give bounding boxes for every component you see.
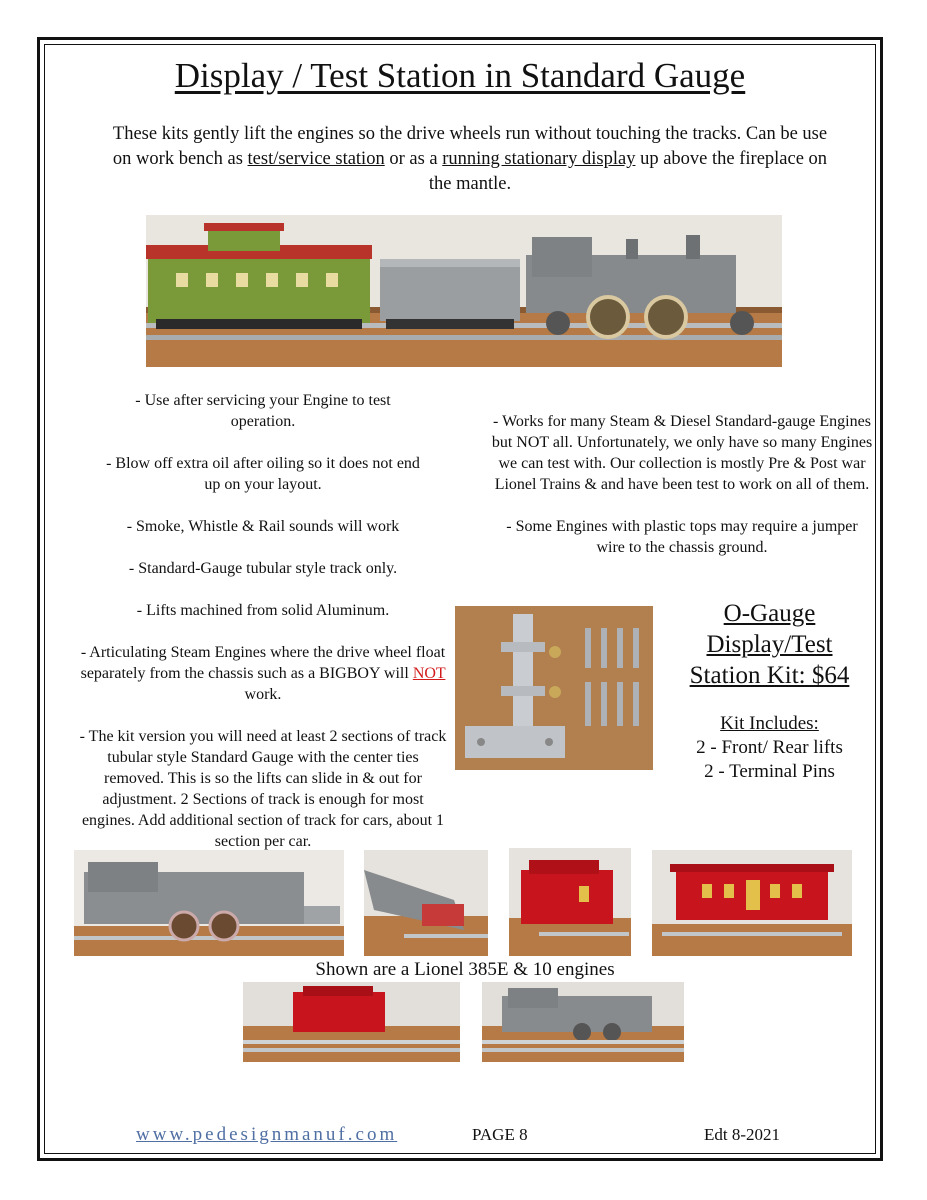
- kit-parts-photo: [455, 606, 653, 770]
- page-number: PAGE 8: [472, 1125, 528, 1144]
- running-display-text: running stationary display: [442, 149, 636, 169]
- bullet-track-type: - Standard-Gauge tubular style track only.: [128, 560, 398, 577]
- kit-include-lifts: 2 - Front/ Rear lifts: [696, 737, 843, 758]
- right-column: [490, 411, 874, 558]
- test-service-station-text: test/service station: [247, 149, 385, 169]
- bullet-blow-oil: - Blow off extra oil after oiling so it does not end up on your layout.: [106, 455, 420, 493]
- bullet-sounds: - Smoke, Whistle & Rail sounds will work: [126, 518, 400, 535]
- kit-includes: [672, 712, 867, 784]
- kit-includes-heading: Kit Includes:: [720, 713, 819, 734]
- kit-include-pins: 2 - Terminal Pins: [704, 761, 835, 782]
- engine-photo-red-1: [509, 848, 631, 956]
- intro-paragraph: These kits gently lift the engines so the drive wheels run without touching the tracks. Can be use on work bench as test/service station or as a running stationary display up above the fireplace on the mantle.: [112, 124, 828, 194]
- not-warning-text: NOT: [412, 665, 446, 682]
- page-title: Display / Test Station in Standard Gauge: [174, 56, 746, 95]
- bullet-aluminum: - Lifts machined from solid Aluminum.: [136, 602, 390, 619]
- engine-photo-steam-2: [364, 850, 488, 956]
- engine-photo-steam-track: [482, 982, 684, 1062]
- edition-date: Edt 8-2021: [704, 1125, 781, 1144]
- photo-caption: Shown are a Lionel 385E & 10 engines: [315, 959, 615, 980]
- bullet-articulating: - Articulating Steam Engines where the drive wheel float separately from the chassis such as a BIGBOY will NOT work.: [80, 644, 446, 703]
- engine-photo-steam-1: [74, 850, 344, 956]
- bullet-compatibility: - Works for many Steam & Diesel Standard-gauge Engines but NOT all. Unfortunately, we only have so many Engines we can test with. Our collection is mostly Pre & Post war Lionel Trains & and have been test to work on all of them.: [491, 413, 873, 493]
- kit-price: Station Kit: $64: [689, 662, 850, 689]
- bullet-plastic-tops: - Some Engines with plastic tops may require a jumper wire to the chassis ground.: [506, 518, 858, 556]
- engine-photo-red-track: [243, 982, 460, 1062]
- train-set-photo: [146, 215, 782, 367]
- bullet-test-operation: - Use after servicing your Engine to test operation.: [135, 392, 391, 430]
- left-column: [78, 390, 448, 852]
- o-gauge-offer: O-Gauge Display/Test Station Kit: $64: [672, 598, 867, 691]
- bullet-kit-version: - The kit version you will need at least 2 sections of track tubular style Standard Gauge with the center ties removed. This is so the lifts can slide in & out for adjustment. 2 Sections of track is enough for most engines. Add additional section of track for cars, about 1 section per car.: [79, 728, 447, 850]
- engine-photo-red-2: [652, 850, 852, 956]
- website-url: www.pedesignmanuf.com: [136, 1124, 398, 1145]
